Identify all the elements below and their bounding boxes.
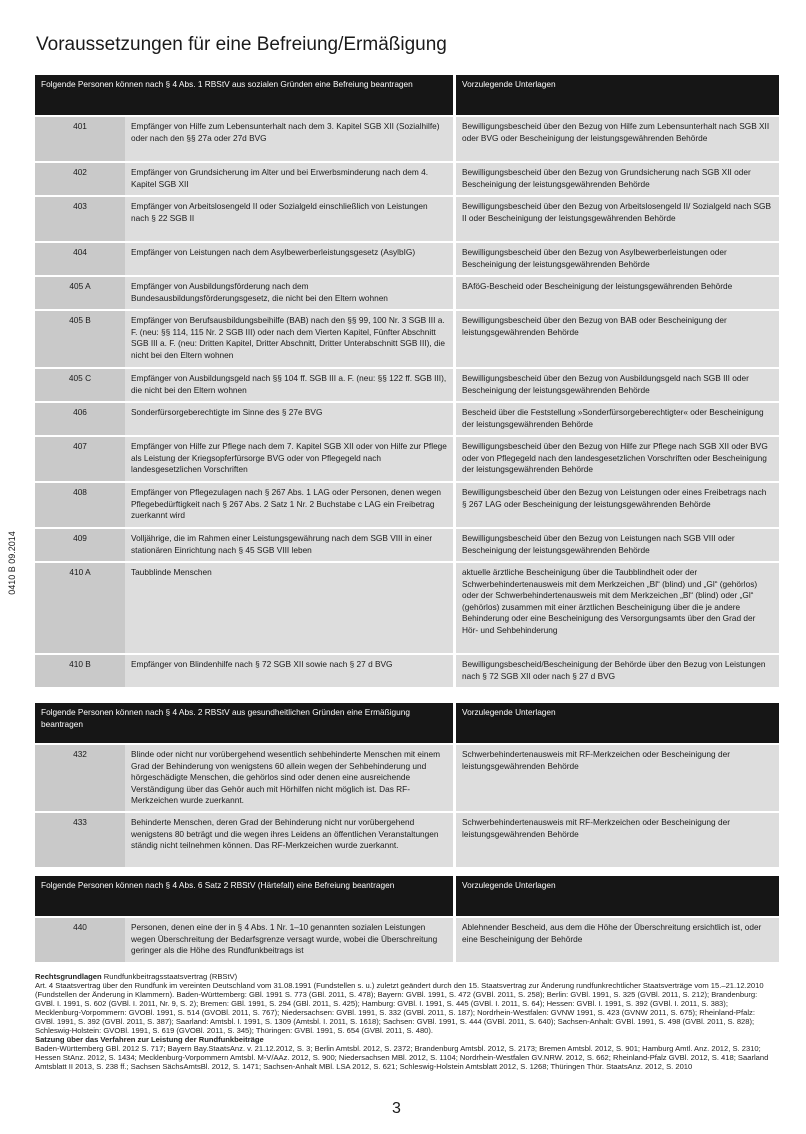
section-header-right: Vorzulegende Unterlagen bbox=[453, 703, 779, 745]
row-description: Empfänger von Berufsausbildungsbeihilfe (BAB) nach den §§ 99, 100 Nr. 3 SGB III a. F. (neu: §§ 114, 115 Nr. 2 SGB III) oder nach dem Vierten Kapitel, Fünfter Abschnitt SGB III a. F. (neu: Dritten Kapitel, Dritter Abschnitt, Dritter Unterabschnitt SGB III), die nicht bei den Eltern wohnen bbox=[125, 311, 453, 369]
row-code: 410 A bbox=[35, 563, 125, 655]
section-hardship-exemption bbox=[35, 876, 779, 964]
page-number: 3 bbox=[392, 1100, 401, 1117]
row-description: Volljährige, die im Rahmen einer Leistungsgewährung nach dem SGB VIII in einer stationären Einrichtung nach § 45 SGB VIII leben bbox=[125, 529, 453, 563]
row-description: Empfänger von Ausbildungsförderung nach dem Bundesausbildungsförderungsgesetz, die nicht bei den Eltern wohnen bbox=[125, 277, 453, 311]
row-documents: Bewilligungsbescheid über den Bezug von Leistungen nach SGB VIII oder Bescheinigung der leistungsgewährenden Behörde bbox=[453, 529, 779, 563]
form-reference bbox=[4, 520, 18, 610]
row-code: 403 bbox=[35, 197, 125, 243]
table-row bbox=[35, 918, 779, 964]
row-documents: Bewilligungsbescheid über den Bezug von Asylbewerberleistungen oder Bescheinigung der leistungsgewährenden Behörde bbox=[453, 243, 779, 277]
page-title: Voraussetzungen für eine Befreiung/Ermäßigung bbox=[36, 34, 447, 55]
row-documents: Schwerbehindertenausweis mit RF-Merkzeichen oder Bescheinigung der leistungsgewährenden Behörde bbox=[453, 813, 779, 869]
row-code: 408 bbox=[35, 483, 125, 529]
table-row bbox=[35, 655, 779, 689]
row-description: Empfänger von Arbeitslosengeld II oder Sozialgeld einschließlich von Leistungen nach § 22 SGB II bbox=[125, 197, 453, 243]
row-description: Empfänger von Blindenhilfe nach § 72 SGB XII sowie nach § 27 d BVG bbox=[125, 655, 453, 689]
statute-text: Baden-Württemberg GBl. 2012 S. 717; Bayern Bay.StaatsAnz. v. 21.12.2012, S. 3; Berlin Amtsbl. 2012, S. 2372; Brandenburg Amtsbl. 2012, S. 2173; Bremen Amtsbl. 2012, S. 901; Hamburg Amtl. Anz. 2012, S. 2310; Hessen StAnz. 2012, S. 1434; Mecklenburg-Vorpommern Amtsbl. M-V/AAz. 2012, S. 900; Niedersachsen MBl. 2012, S. 1104; Nordrhein-Westfalen GV.NRW. 2012, S. 662; Rheinland-Pfalz GVBl. 2012, S. 418; Saarland Amtsblatt II 2013, S. 238 ff.; Sachsen SächsAmtsBl. 2012, S. 1471; Sachsen-Anhalt MBl. LSA 2012, S. 621; Schleswig-Holstein Amtsblatt 2012, S. 1268; Thüringen Thür. StaatsAnz. 2012, S. 2010 bbox=[35, 1044, 769, 1071]
row-documents: Bescheid über die Feststellung »Sonderfürsorgeberechtigter« oder Bescheinigung der leistungsgewährenden Behörde bbox=[453, 403, 779, 437]
row-description: Empfänger von Hilfe zur Pflege nach dem 7. Kapitel SGB XII oder von Hilfe zur Pflege als Leistung der Kriegsopferfürsorge BVG oder von Pflegegeld nach landesgesetzlichen Vorschriften bbox=[125, 437, 453, 483]
section-header-left: Folgende Personen können nach § 4 Abs. 1 RBStV aus sozialen Gründen eine Befreiung beantragen bbox=[35, 75, 453, 117]
row-code: 402 bbox=[35, 163, 125, 197]
row-code: 440 bbox=[35, 918, 125, 964]
table-row bbox=[35, 311, 779, 369]
row-documents: Bewilligungsbescheid über den Bezug von Arbeitslosengeld II/ Sozialgeld nach SGB II oder Bescheinigung der leistungsgewährenden Behörde bbox=[453, 197, 779, 243]
row-description: Taubblinde Menschen bbox=[125, 563, 453, 655]
table-row bbox=[35, 369, 779, 403]
row-description: Empfänger von Pflegezulagen nach § 267 Abs. 1 LAG oder Personen, denen wegen Pflegebedürftigkeit nach § 267 Abs. 2 Satz 1 Nr. 2 Buchstabe c LAG ein Freibetrag zuerkannt wird bbox=[125, 483, 453, 529]
table-row bbox=[35, 745, 779, 813]
legal-basis-title: Rundfunkbeitragsstaatsvertrag (RBStV) bbox=[103, 972, 238, 981]
row-code: 433 bbox=[35, 813, 125, 869]
table-row bbox=[35, 163, 779, 197]
table-row bbox=[35, 277, 779, 311]
section-header bbox=[35, 703, 779, 745]
legal-basis-label: Rechtsgrundlagen bbox=[35, 972, 102, 981]
row-code: 405 A bbox=[35, 277, 125, 311]
section-header-right: Vorzulegende Unterlagen bbox=[453, 876, 779, 918]
table-row bbox=[35, 243, 779, 277]
row-documents: Bewilligungsbescheid über den Bezug von Grundsicherung nach SGB XII oder Bescheinigung der leistungsgewährenden Behörde bbox=[453, 163, 779, 197]
row-code: 405 C bbox=[35, 369, 125, 403]
legal-basis bbox=[35, 972, 775, 1071]
row-documents: Bewilligungsbescheid über den Bezug von Hilfe zum Lebensunterhalt nach SGB XII oder BVG oder Bescheinigung der leistungsgewährenden Behörde bbox=[453, 117, 779, 163]
row-documents: Bewilligungsbescheid über den Bezug von Leistungen oder eines Freibetrags nach § 267 LAG oder Bescheinigung der leistungsgewährenden Behörde bbox=[453, 483, 779, 529]
row-code: 409 bbox=[35, 529, 125, 563]
table-row bbox=[35, 197, 779, 243]
row-description: Empfänger von Hilfe zum Lebensunterhalt nach dem 3. Kapitel SGB XII (Sozialhilfe) oder nach den §§ 27a oder 27d BVG bbox=[125, 117, 453, 163]
table-row bbox=[35, 437, 779, 483]
row-documents: Bewilligungsbescheid/Bescheinigung der Behörde über den Bezug von Leistungen nach § 72 SGB XII oder nach § 27 d BVG bbox=[453, 655, 779, 689]
row-description: Blinde oder nicht nur vorübergehend wesentlich sehbehinderte Menschen mit einem Grad der Behinderung von wenigstens 60 allein wegen der Sehbehinderung und hörgeschädigte Menschen, die gehörlos sind oder denen eine ausreichende Verständigung über das Gehör auch mit Hörhilfen nicht möglich ist. Das RF-Merkzeichen wurde zuerkannt. bbox=[125, 745, 453, 813]
row-description: Behinderte Menschen, deren Grad der Behinderung nicht nur vorübergehend wenigstens 80 beträgt und die wegen ihres Leidens an öffentlichen Veranstaltungen ständig nicht teilnehmen können. Das RF-Merkzeichen wurde zuerkannt. bbox=[125, 813, 453, 869]
row-code: 406 bbox=[35, 403, 125, 437]
section-header-left: Folgende Personen können nach § 4 Abs. 6 Satz 2 RBStV (Härtefall) eine Befreiung beantragen bbox=[35, 876, 453, 918]
table-row bbox=[35, 529, 779, 563]
row-code: 401 bbox=[35, 117, 125, 163]
row-documents: Ablehnender Bescheid, aus dem die Höhe der Überschreitung ersichtlich ist, oder eine Bescheinigung der Behörde bbox=[453, 918, 779, 964]
table-row bbox=[35, 563, 779, 655]
row-description: Empfänger von Leistungen nach dem Asylbewerberleistungsgesetz (AsylbIG) bbox=[125, 243, 453, 277]
row-documents: Schwerbehindertenausweis mit RF-Merkzeichen oder Bescheinigung der leistungsgewährenden Behörde bbox=[453, 745, 779, 813]
table-row bbox=[35, 403, 779, 437]
section-header-left: Folgende Personen können nach § 4 Abs. 2 RBStV aus gesundheitlichen Gründen eine Ermäßigung beantragen bbox=[35, 703, 453, 745]
section-social-exemption bbox=[35, 75, 779, 689]
row-code: 404 bbox=[35, 243, 125, 277]
row-documents: Bewilligungsbescheid über den Bezug von BAB oder Bescheinigung der leistungsgewährenden Behörde bbox=[453, 311, 779, 369]
table-row bbox=[35, 483, 779, 529]
row-code: 405 B bbox=[35, 311, 125, 369]
statute-label: Satzung über das Verfahren zur Leistung der Rundfunkbeiträge bbox=[35, 1035, 264, 1044]
row-description: Empfänger von Grundsicherung im Alter und bei Erwerbsminderung nach dem 4. Kapitel SGB XII bbox=[125, 163, 453, 197]
row-code: 410 B bbox=[35, 655, 125, 689]
section-header bbox=[35, 75, 779, 117]
form-reference-text: 0410 B 09.2014 bbox=[7, 531, 17, 595]
row-documents: BAföG-Bescheid oder Bescheinigung der leistungsgewährenden Behörde bbox=[453, 277, 779, 311]
row-documents: aktuelle ärztliche Bescheinigung über die Taubblindheit oder der Schwerbehindertenausweis mit dem Merkzeichen „Bl“ (blind) und „Gl“ (gehörlos) oder der Schwerbehindertenausweis mit dem Merkzeichen „Bl“ (blind) oder „Gl“ (gehörlos) zusammen mit einer ärztlichen Bescheinigung über die je andere Behinderung oder eine Bescheinigung des Versorgungsamts über den Grad der Hör- und Sehbehinderung bbox=[453, 563, 779, 655]
section-health-reduction bbox=[35, 703, 779, 869]
row-code: 407 bbox=[35, 437, 125, 483]
row-documents: Bewilligungsbescheid über den Bezug von Ausbildungsgeld nach SGB III oder Bescheinigung der leistungsgewährenden Behörde bbox=[453, 369, 779, 403]
row-description: Personen, denen eine der in § 4 Abs. 1 Nr. 1–10 genannten sozialen Leistungen wegen Überschreitung der Bedarfsgrenze versagt wurde, wobei die Überschreitung geringer als die Höhe des Rundfunkbeitrags ist bbox=[125, 918, 453, 964]
section-header bbox=[35, 876, 779, 918]
row-description: Sonderfürsorgeberechtigte im Sinne des § 27e BVG bbox=[125, 403, 453, 437]
section-header-right: Vorzulegende Unterlagen bbox=[453, 75, 779, 117]
legal-basis-text: Art. 4 Staatsvertrag über den Rundfunk im vereinten Deutschland vom 31.08.1991 (Fundstellen s. u.) zuletzt geändert durch den 15. Staatsvertrag zur Änderung rundfunkrechtlicher Staatsverträge vom 15.–21.12.2010 (Fundstellen der Änderung in Klammern). Baden-Württemberg: GBl. 1991 S. 773 (GBl. 2011, S. 478); Bayern: GVBl. 1991, S. 472 (GVBl. 2011, S. 258); Berlin: GVBl. 1991, S. 325 (GVBl. 2011, S. 212); Brandenburg: GVBl. I. 1991, S. 602 (GVBl. I. 2011, Nr. 9, S. 2); Bremen: GBl. 1991, S. 294 (GBl. 2011, S. 425); Hamburg: GVBl. I. 1991, S. 445 (GVBl. I. 2011, S. 64); Hessen: GVBl. I. 1991, S. 392 (GVBl. I. 2011, S. 383); Mecklenburg-Vorpommern: GVOBl. 1991, S. 514 (GVOBl. 2011, S. 767); Niedersachsen: GVBl. 1991, S. 332 (GVBl. 2011, S. 187); Nordrhein-Westfalen: GVNW 1991, S. 423 (GVNW 2011, S. 675); Rheinland-Pfalz: GVBl. 1991, S. 392 (GVBl. 2011, S. 387); Saarland: Amtsbl. I. 1991, S. 1309 (Amtsbl. I. 2011, S. 1618); Sachsen: GVBl. 1991, S. 444 (GVBl. 2011, S. 640); Sachsen-Anhalt: GVBl. 1991, S. 498 (GVBl. 2011, S. 828); Schleswig-Holstein: GVOBl. 1991, S. 619 (GVOBl. 2011, S. 345); Thüringen: GVBl. 1991, S. 654 (GVBl. 2011, S. 480). bbox=[35, 981, 764, 1035]
row-documents: Bewilligungsbescheid über den Bezug von Hilfe zur Pflege nach SGB XII oder BVG oder von Pflegegeld nach den landesgesetzlichen Vorschriften oder Bescheinigung der leistungsgewährenden Behörde bbox=[453, 437, 779, 483]
row-description: Empfänger von Ausbildungsgeld nach §§ 104 ff. SGB III a. F. (neu: §§ 122 ff. SGB III), die nicht bei den Eltern wohnen bbox=[125, 369, 453, 403]
table-row bbox=[35, 813, 779, 869]
row-code: 432 bbox=[35, 745, 125, 813]
table-row bbox=[35, 117, 779, 163]
